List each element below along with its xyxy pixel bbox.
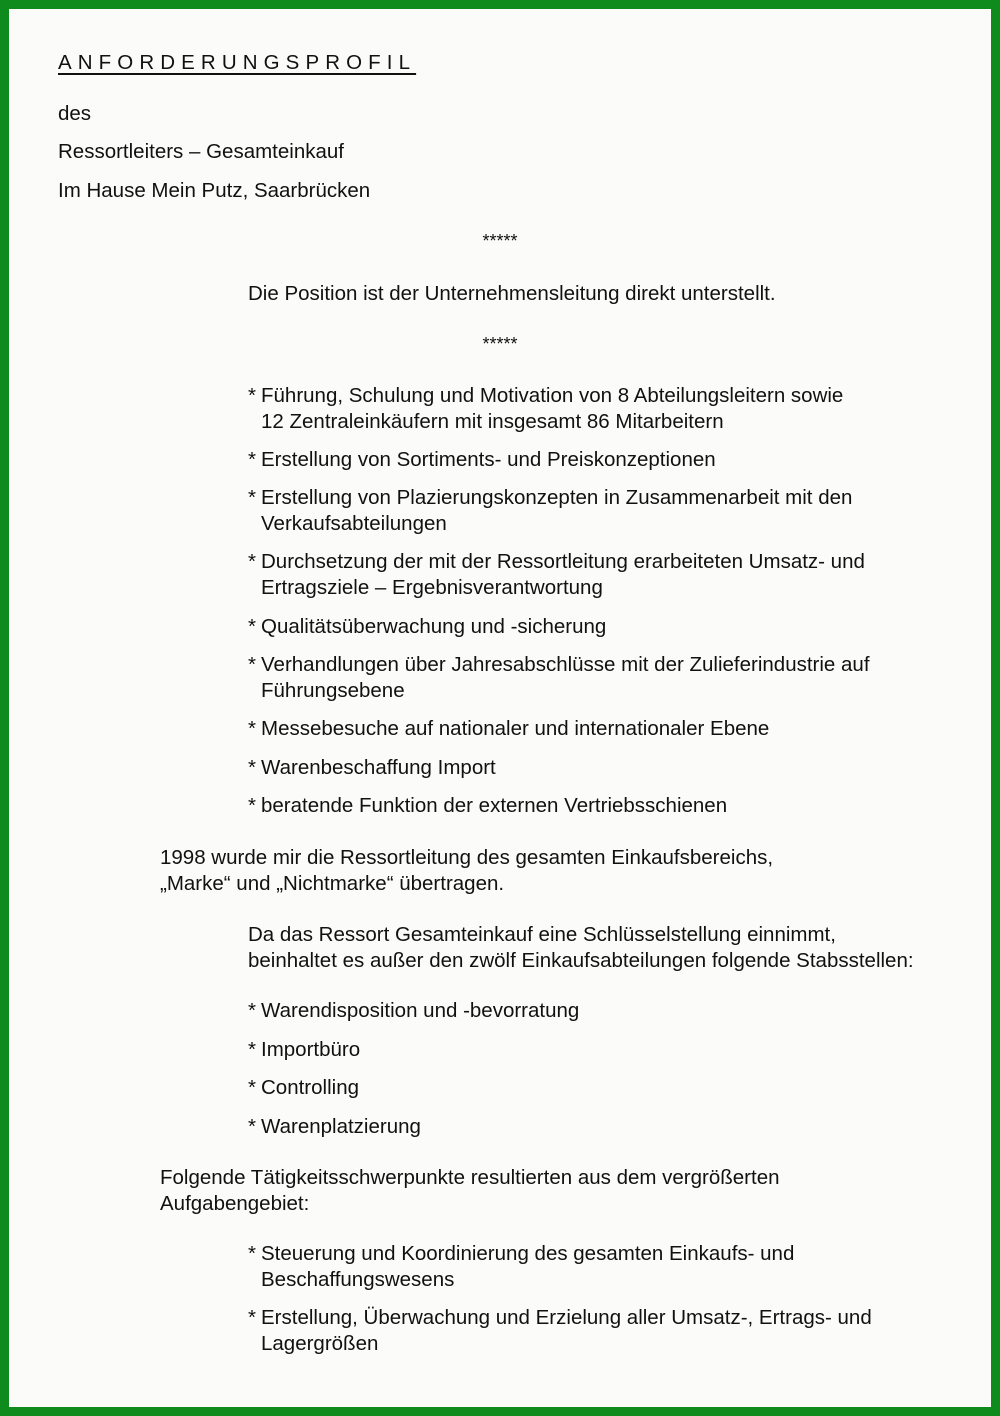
paragraph-line: Da das Ressort Gesamteinkauf eine Schlüsselstellung einnimmt, — [248, 923, 836, 946]
bullet-marker: * — [248, 653, 256, 676]
paragraph-line: Aufgabengebiet: — [160, 1192, 310, 1215]
duty-line-2: Ertragsziele – Ergebnisverantwortung — [261, 576, 603, 599]
bullet-marker: * — [248, 550, 256, 573]
focus-line-1: Steuerung und Koordinierung des gesamten Einkaufs- und — [261, 1242, 795, 1265]
duty-line-1: beratende Funktion der externen Vertriebsschienen — [261, 794, 728, 817]
header-line-company: Im Hause Mein Putz, Saarbrücken — [58, 179, 371, 202]
paragraph-line: beinhaltet es außer den zwölf Einkaufsabteilungen folgende Stabsstellen: — [248, 949, 914, 972]
duty-line-1: Erstellung von Plazierungskonzepten in Zusammenarbeit mit den — [261, 486, 853, 509]
bullet-marker: * — [248, 1076, 256, 1099]
duty-line-1: Warenbeschaffung Import — [261, 756, 496, 779]
separator-stars-1: ***** — [482, 231, 518, 251]
duty-line-1: Messebesuche auf nationaler und internationaler Ebene — [261, 717, 770, 740]
staff-unit-label: Importbüro — [261, 1038, 361, 1061]
bullet-marker: * — [248, 448, 256, 471]
bullet-marker: * — [248, 384, 256, 407]
focus-line-2: Beschaffungswesens — [261, 1268, 455, 1291]
duty-line-1: Qualitätsüberwachung und -sicherung — [261, 615, 607, 638]
duty-line-2: Führungsebene — [261, 679, 405, 702]
staff-unit-label: Warenplatzierung — [261, 1115, 421, 1138]
staff-unit-label: Warendisposition und -bevorratung — [261, 999, 580, 1022]
bullet-marker: * — [248, 999, 256, 1022]
duty-line-2: 12 Zentraleinkäufern mit insgesamt 86 Mitarbeitern — [261, 410, 724, 433]
bullet-marker: * — [248, 794, 256, 817]
position-note: Die Position ist der Unternehmensleitung direkt unterstellt. — [248, 282, 776, 305]
bullet-marker: * — [248, 717, 256, 740]
duty-line-1: Erstellung von Sortiments- und Preiskonzeptionen — [261, 448, 716, 471]
paragraph-ressort — [248, 922, 914, 974]
focus-line-1: Erstellung, Überwachung und Erzielung aller Umsatz-, Ertrags- und — [261, 1306, 872, 1329]
paragraph-line: Folgende Tätigkeitsschwerpunkte resultierten aus dem vergrößerten — [160, 1166, 780, 1189]
bullet-marker: * — [248, 486, 256, 509]
focus-line-2: Lagergrößen — [261, 1332, 379, 1355]
duty-line-1: Führung, Schulung und Motivation von 8 Abteilungsleitern sowie — [261, 384, 844, 407]
duty-line-2: Verkaufsabteilungen — [261, 512, 447, 535]
header-line-role: Ressortleiters – Gesamteinkauf — [58, 140, 344, 163]
bullet-marker: * — [248, 1038, 256, 1061]
bullet-marker: * — [248, 1115, 256, 1138]
duty-line-1: Verhandlungen über Jahresabschlüsse mit der Zulieferindustrie auf — [261, 653, 870, 676]
header-line-des: des — [58, 102, 92, 125]
bullet-marker: * — [248, 1242, 256, 1265]
paragraph-focus — [160, 1165, 780, 1217]
bullet-marker: * — [248, 1306, 256, 1329]
paragraph-1998 — [160, 845, 773, 897]
bullet-marker: * — [248, 756, 256, 779]
duty-line-1: Durchsetzung der mit der Ressortleitung erarbeiteten Umsatz- und — [261, 550, 865, 573]
bullet-marker: * — [248, 615, 256, 638]
staff-unit-label: Controlling — [261, 1076, 359, 1099]
document-title: ANFORDERUNGSPROFIL — [58, 51, 417, 74]
separator-stars-2: ***** — [482, 334, 518, 354]
paragraph-line: „Marke“ und „Nichtmarke“ übertragen. — [160, 872, 505, 895]
paragraph-line: 1998 wurde mir die Ressortleitung des gesamten Einkaufsbereichs, — [160, 846, 774, 869]
